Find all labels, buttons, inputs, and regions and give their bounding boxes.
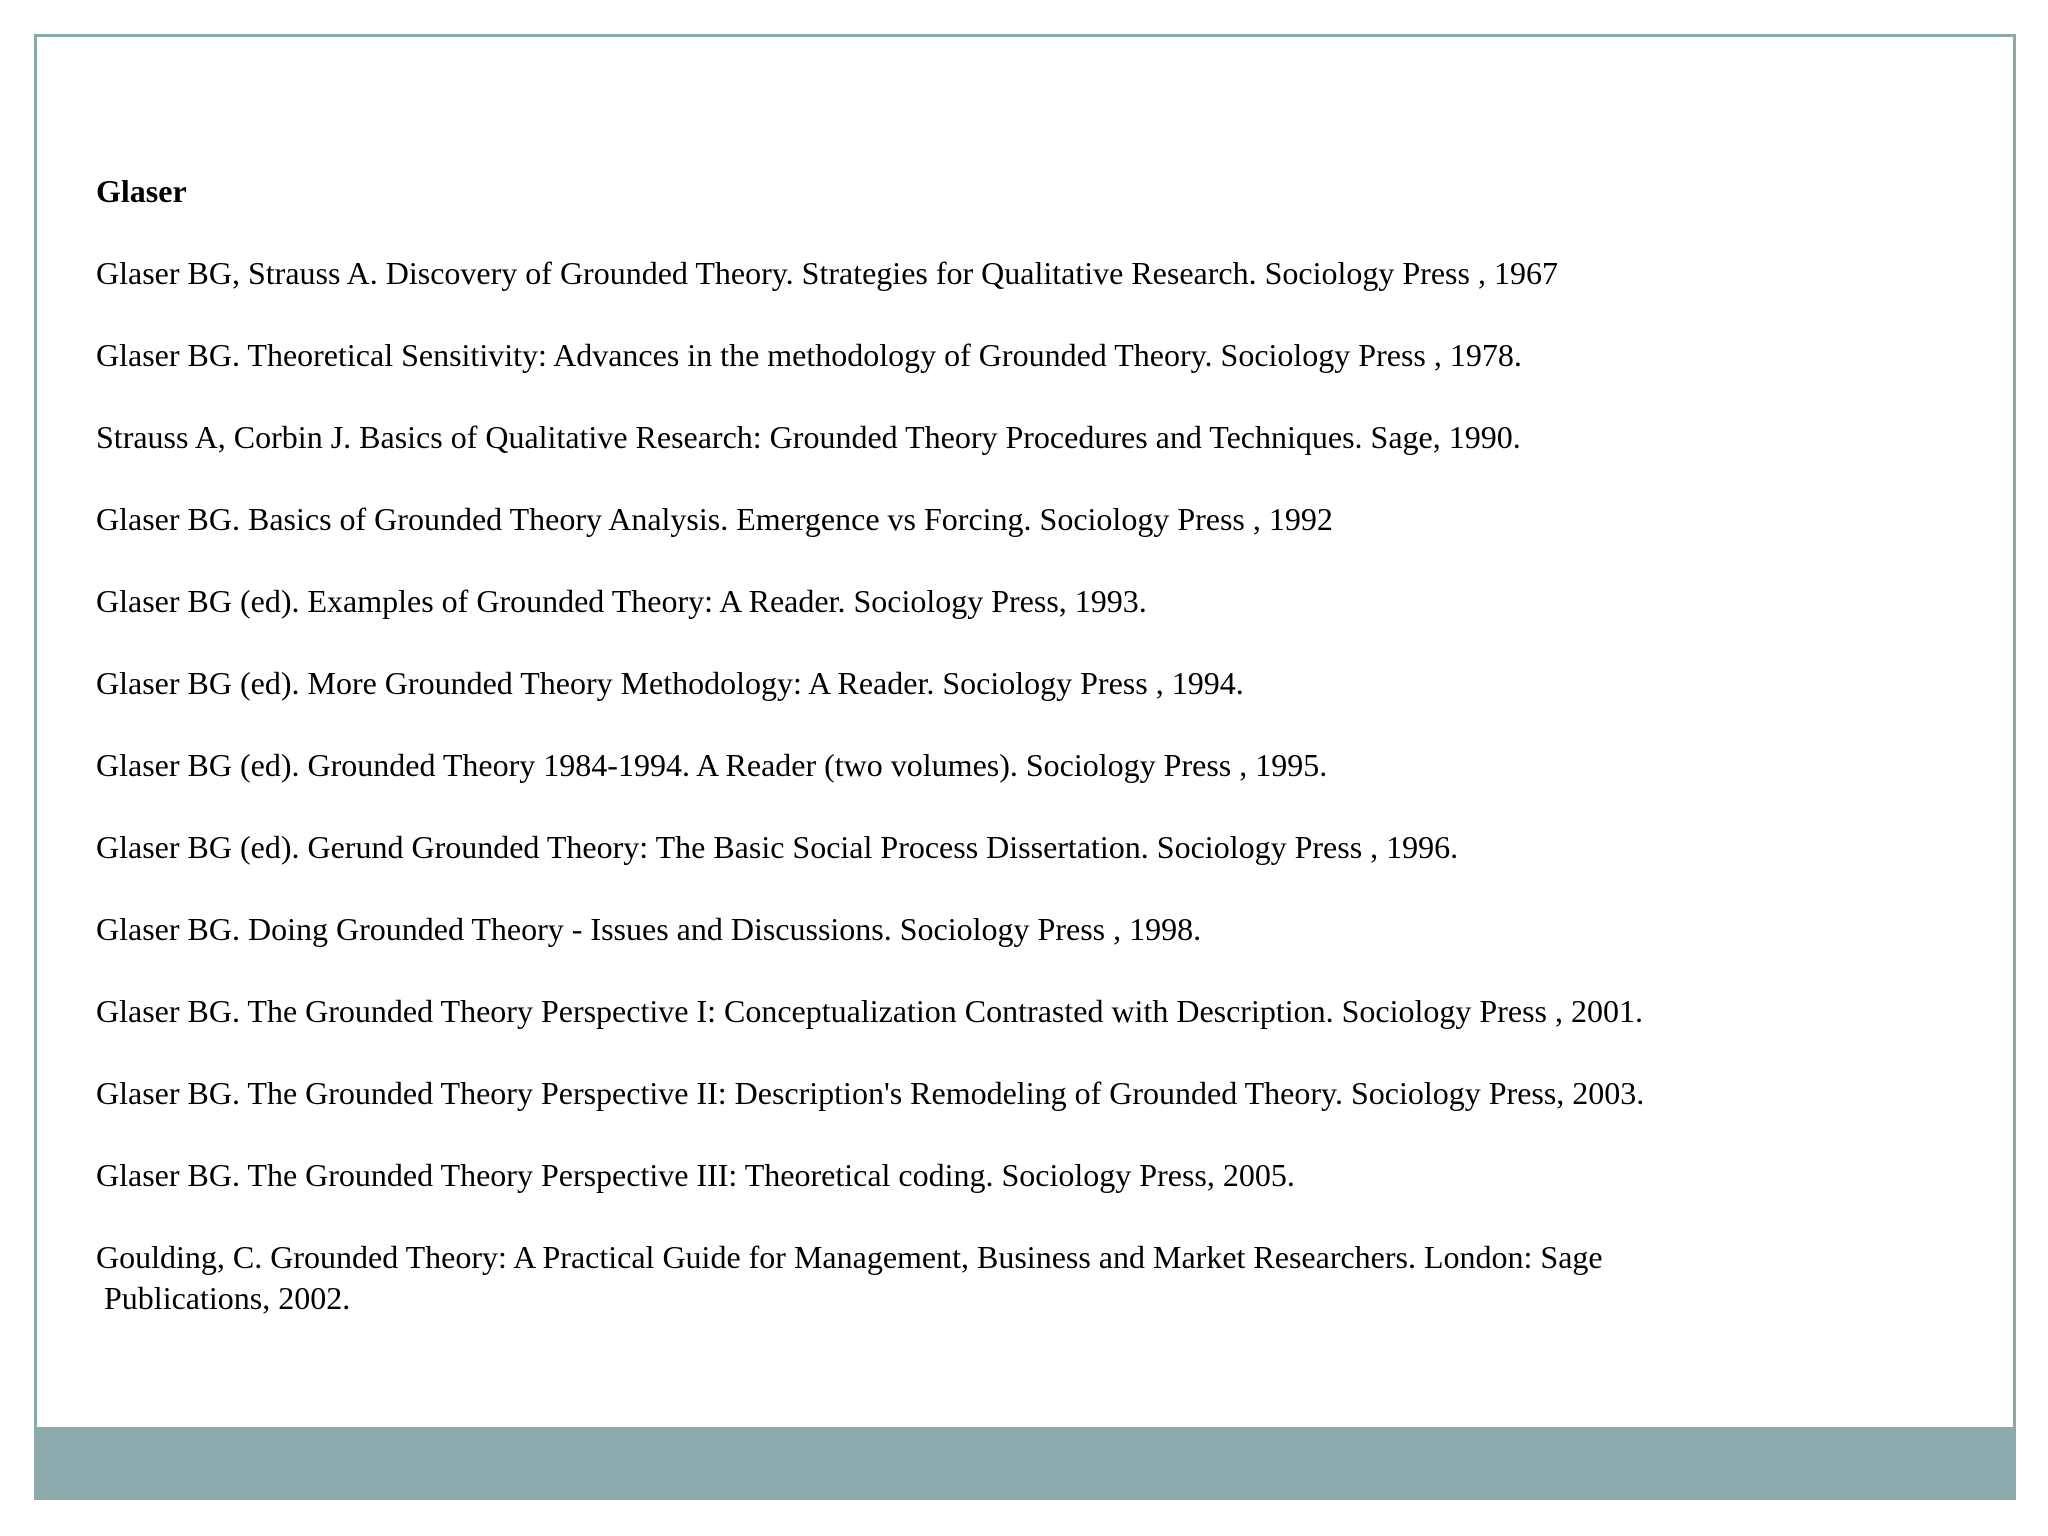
reference-list	[96, 253, 1956, 1319]
reference-item: Glaser BG (ed). Examples of Grounded Theory: A Reader. Sociology Press, 1993.	[96, 583, 1147, 619]
reference-item: Glaser BG. The Grounded Theory Perspective II: Description's Remodeling of Grounded Theory. Sociology Press, 2003.	[96, 1075, 1645, 1111]
slide-frame	[34, 34, 2016, 1500]
reference-item: Glaser BG. The Grounded Theory Perspective III: Theoretical coding. Sociology Press, 2005.	[96, 1157, 1295, 1193]
reference-item: Glaser BG (ed). More Grounded Theory Methodology: A Reader. Sociology Press , 1994.	[96, 665, 1244, 701]
slide-content	[96, 171, 1956, 1360]
reference-item: Strauss A, Corbin J. Basics of Qualitative Research: Grounded Theory Procedures and Techniques. Sage, 1990.	[96, 419, 1521, 455]
footer-bar	[37, 1427, 2013, 1497]
reference-item: Glaser BG (ed). Gerund Grounded Theory: The Basic Social Process Dissertation. Sociology Press , 1996.	[96, 829, 1459, 865]
reference-item: Glaser BG. Theoretical Sensitivity: Advances in the methodology of Grounded Theory. Sociology Press , 1978.	[96, 337, 1522, 373]
reference-item: Glaser BG, Strauss A. Discovery of Grounded Theory. Strategies for Qualitative Research. Sociology Press , 1967	[96, 255, 1558, 291]
reference-item: Goulding, C. Grounded Theory: A Practical Guide for Management, Business and Market Researchers. London: Sage Publications, 2002.	[96, 1239, 1603, 1316]
slide-heading: Glaser	[96, 173, 187, 209]
reference-item: Glaser BG. The Grounded Theory Perspective I: Conceptualization Contrasted with Description. Sociology Press , 2001.	[96, 993, 1643, 1029]
reference-item: Glaser BG (ed). Grounded Theory 1984-1994. A Reader (two volumes). Sociology Press , 1995.	[96, 747, 1328, 783]
reference-item: Glaser BG. Basics of Grounded Theory Analysis. Emergence vs Forcing. Sociology Press , 1992	[96, 501, 1333, 537]
reference-item: Glaser BG. Doing Grounded Theory - Issues and Discussions. Sociology Press , 1998.	[96, 911, 1202, 947]
